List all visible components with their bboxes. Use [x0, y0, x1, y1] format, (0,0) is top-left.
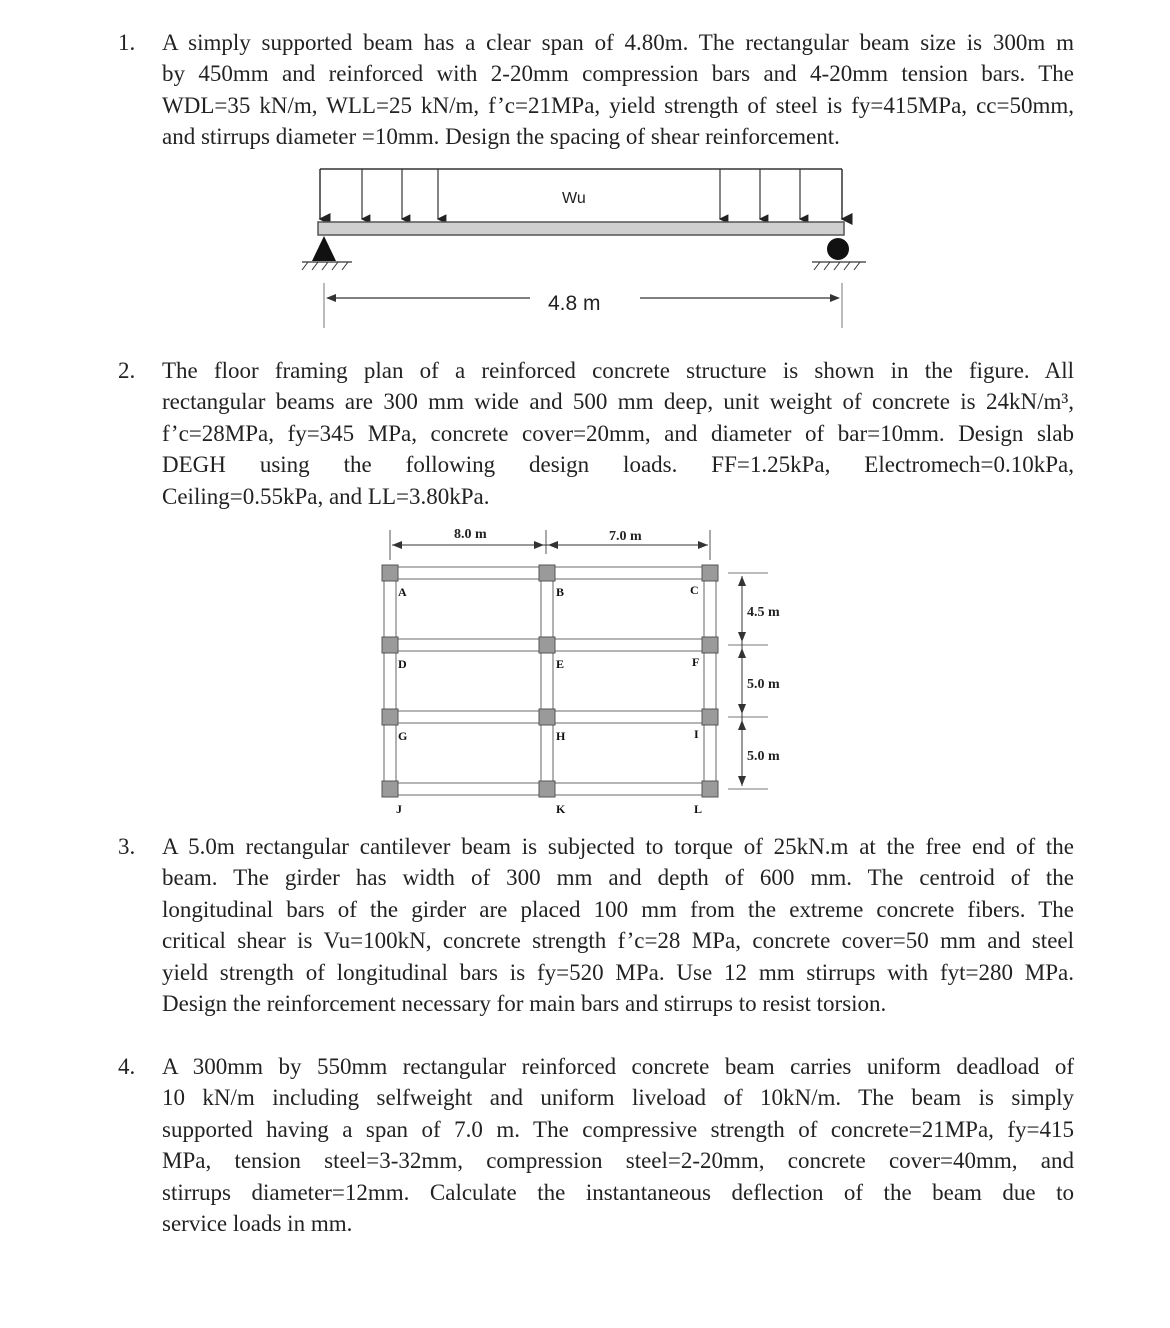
problem-number: 1.: [118, 30, 136, 55]
node-label: L: [694, 802, 703, 816]
span-label-y: 5.0 m: [747, 749, 780, 764]
problem-text: [162, 831, 1074, 1019]
text-line: yield strength of longitudinal bars is fy=520 MPa. Use 12 mm stirrups with fyt=280 MPa.: [162, 959, 1074, 985]
beam-diagram: [290, 165, 880, 340]
problem-text: [162, 355, 1074, 512]
node-label: A: [398, 585, 407, 599]
floor-framing-plan: [372, 520, 792, 825]
text-line: DEGH using the following design loads. FF=1.25kPa, Electromech=0.10kPa,: [162, 452, 1074, 478]
problem-number: 3.: [118, 834, 136, 859]
text-line: and stirrups diameter =10mm. Design the spacing of shear reinforcement.: [162, 124, 840, 150]
text-line: by 450mm and reinforced with 2-20mm compression bars and 4-20mm tension bars. The: [162, 61, 1074, 87]
node-label: G: [398, 729, 408, 743]
node-label: E: [556, 657, 565, 671]
text-line: A 5.0m rectangular cantilever beam is subjected to torque of 25kN.m at the free end of the: [162, 834, 1074, 859]
roller-support: [812, 238, 866, 270]
problem-number: 4.: [118, 1054, 136, 1079]
node-label: F: [692, 655, 700, 669]
text-line: rectangular beams are 300 mm wide and 500 mm deep, unit weight of concrete is 24kN/m³,: [162, 389, 1074, 415]
span-label-x: 8.0 m: [454, 527, 487, 542]
text-line: Ceiling=0.55kPa, and LL=3.80kPa.: [162, 483, 490, 509]
beam-grid: [384, 567, 716, 795]
node-label: H: [556, 729, 566, 743]
node-label: I: [694, 727, 699, 741]
text-line: f’c=28MPa, fy=345 MPa, concrete cover=20mm, and diameter of bar=10mm. Design slab: [162, 420, 1074, 446]
span-label-x: 7.0 m: [609, 529, 642, 544]
text-line: The floor framing plan of a reinforced concrete structure is shown in the figure. All: [162, 358, 1074, 383]
problem-text: [162, 1051, 1074, 1239]
columns: [382, 565, 718, 797]
text-line: A simply supported beam has a clear span of 4.80m. The rectangular beam size is 300m m: [162, 30, 1074, 55]
pin-support: [302, 236, 352, 270]
node-label: D: [398, 657, 407, 671]
x-dimensions: [390, 530, 710, 560]
node-label: K: [556, 802, 566, 816]
node-label: C: [690, 583, 699, 597]
text-line: service loads in mm.: [162, 1211, 353, 1237]
load-label: Wu: [562, 190, 586, 207]
node-label: J: [396, 802, 402, 816]
text-line: supported having a span of 7.0 m. The compressive strength of concrete=21MPa, fy=415: [162, 1116, 1074, 1142]
beam-body: [318, 222, 844, 235]
span-label-y: 4.5 m: [747, 605, 780, 620]
text-line: critical shear is Vu=100kN, concrete strength f’c=28 MPa, concrete cover=50 mm and steel: [162, 928, 1074, 954]
node-label: B: [556, 585, 565, 599]
text-line: Design the reinforcement necessary for main bars and stirrups to resist torsion.: [162, 991, 887, 1017]
text-line: longitudinal bars of the girder are placed 100 mm from the extreme concrete fibers. The: [162, 896, 1074, 922]
text-line: stirrups diameter=12mm. Calculate the instantaneous deflection of the beam due to: [162, 1179, 1074, 1205]
text-line: WDL=35 kN/m, WLL=25 kN/m, f’c=21MPa, yield strength of steel is fy=415MPa, cc=50mm,: [162, 92, 1074, 118]
span-label-y: 5.0 m: [747, 677, 780, 692]
span-label: 4.8 m: [548, 292, 601, 315]
problem-number: 2.: [118, 358, 136, 383]
text-line: 10 kN/m including selfweight and uniform liveload of 10kN/m. The beam is simply: [162, 1085, 1074, 1111]
text-line: MPa, tension steel=3-32mm, compression steel=2-20mm, concrete cover=40mm, and: [162, 1148, 1074, 1174]
text-line: A 300mm by 550mm rectangular reinforced concrete beam carries uniform deadload of: [162, 1054, 1074, 1079]
problem-text: [162, 27, 1074, 153]
text-line: beam. The girder has width of 300 mm and depth of 600 mm. The centroid of the: [162, 865, 1074, 891]
